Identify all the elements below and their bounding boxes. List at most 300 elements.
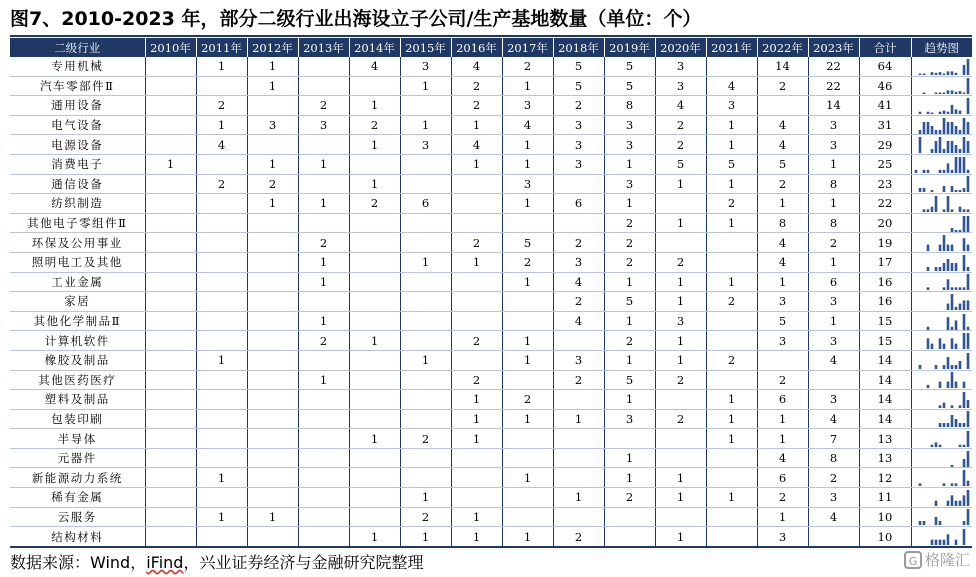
- year-value-cell: 2: [451, 233, 502, 253]
- year-value-cell: 2: [553, 370, 604, 390]
- year-value-cell: 4: [808, 350, 859, 370]
- year-value-cell: 8: [808, 174, 859, 194]
- year-value-cell: [298, 429, 349, 449]
- trend-sparkline: [911, 370, 972, 390]
- sparkline-bar: [966, 300, 969, 310]
- year-value-cell: [349, 76, 400, 96]
- year-value-cell: [706, 331, 757, 351]
- sparkline-bar: [942, 263, 945, 271]
- year-value-cell: [145, 390, 196, 410]
- year-value-cell: [553, 213, 604, 233]
- trend-sparkline: [911, 213, 972, 233]
- year-value-cell: 1: [247, 154, 298, 174]
- year-value-cell: 1: [604, 468, 655, 488]
- year-value-cell: 22: [808, 57, 859, 76]
- year-value-cell: 1: [655, 331, 706, 351]
- sparkline-bar: [946, 259, 949, 271]
- year-value-cell: 1: [298, 311, 349, 331]
- year-value-cell: [298, 488, 349, 508]
- year-value-cell: 1: [604, 448, 655, 468]
- sparkline-bar: [966, 326, 969, 329]
- sparkline-bar: [966, 411, 969, 427]
- sparkline-svg: [914, 528, 970, 545]
- table-row: [10, 507, 972, 527]
- sparkline-svg: [914, 234, 970, 251]
- year-value-cell: 2: [706, 292, 757, 312]
- sparkline-bar: [950, 495, 953, 506]
- year-value-cell: [451, 311, 502, 331]
- sparkline-bar: [918, 188, 921, 192]
- year-value-cell: [655, 194, 706, 214]
- year-value-cell: [196, 154, 247, 174]
- sparkline-bar: [954, 307, 957, 310]
- table-row: [10, 233, 972, 253]
- sparkline-bar: [966, 267, 969, 271]
- year-value-cell: [196, 370, 247, 390]
- year-value-cell: [349, 233, 400, 253]
- year-value-cell: 1: [400, 350, 451, 370]
- industry-name: 包装印刷: [10, 409, 145, 429]
- year-value-cell: 1: [502, 527, 553, 547]
- sparkline-bar: [942, 288, 945, 291]
- sparkline-bar: [942, 403, 945, 408]
- year-value-cell: 2: [808, 468, 859, 488]
- year-value-cell: [349, 311, 400, 331]
- year-value-cell: [451, 468, 502, 488]
- year-value-cell: 1: [655, 174, 706, 194]
- year-value-cell: 1: [145, 154, 196, 174]
- year-value-cell: 2: [400, 507, 451, 527]
- year-value-cell: [247, 468, 298, 488]
- sparkline-bar: [946, 71, 949, 75]
- year-value-cell: 1: [706, 488, 757, 508]
- year-value-cell: 2: [706, 350, 757, 370]
- sparkline-bar: [962, 470, 965, 486]
- sparkline-bar: [946, 423, 949, 427]
- year-value-cell: [400, 448, 451, 468]
- year-value-cell: [349, 213, 400, 233]
- year-value-cell: [349, 350, 400, 370]
- year-value-cell: [451, 174, 502, 194]
- year-value-cell: 1: [298, 370, 349, 390]
- year-value-cell: 1: [655, 292, 706, 312]
- year-value-cell: [706, 370, 757, 390]
- year-value-cell: [145, 57, 196, 76]
- year-value-cell: 1: [706, 272, 757, 292]
- year-value-cell: 3: [808, 115, 859, 135]
- sparkline-bar: [966, 353, 969, 369]
- sparkline-bar: [918, 112, 921, 114]
- year-value-cell: [247, 96, 298, 116]
- sparkline-bar: [922, 521, 925, 525]
- sparkline-bar: [950, 263, 953, 271]
- year-value-cell: 1: [553, 488, 604, 508]
- year-value-cell: 1: [196, 115, 247, 135]
- header-cell: 2021年: [706, 38, 757, 57]
- sparkline-bar: [942, 149, 945, 153]
- year-value-cell: 2: [706, 194, 757, 214]
- sparkline-bar: [946, 534, 949, 545]
- year-value-cell: [145, 370, 196, 390]
- year-value-cell: [502, 429, 553, 449]
- sparkline-bar: [930, 540, 933, 545]
- sparkline-bar: [942, 186, 945, 192]
- sparkline-bar: [958, 288, 961, 291]
- industry-name: 通用设备: [10, 96, 145, 116]
- sparkline-bar: [942, 170, 945, 173]
- industry-name: 家居: [10, 292, 145, 312]
- year-value-cell: 5: [502, 233, 553, 253]
- year-value-cell: [247, 390, 298, 410]
- year-value-cell: 2: [502, 252, 553, 272]
- year-value-cell: 2: [298, 233, 349, 253]
- sparkline-bar: [954, 230, 957, 232]
- year-value-cell: [298, 292, 349, 312]
- sparkline-bar: [950, 209, 953, 212]
- industry-name: 元器件: [10, 448, 145, 468]
- year-value-cell: 3: [553, 135, 604, 155]
- year-value-cell: 3: [553, 115, 604, 135]
- year-value-cell: [145, 272, 196, 292]
- sparkline-bar: [962, 392, 965, 408]
- year-value-cell: 1: [247, 507, 298, 527]
- year-value-cell: [349, 154, 400, 174]
- year-value-cell: [247, 350, 298, 370]
- sparkline-bar: [934, 540, 937, 545]
- year-value-cell: 2: [553, 292, 604, 312]
- sparkline-bar: [922, 73, 925, 75]
- year-value-cell: 3: [604, 115, 655, 135]
- year-value-cell: 5: [553, 76, 604, 96]
- year-value-cell: [349, 448, 400, 468]
- year-value-cell: 1: [451, 507, 502, 527]
- header-cell: 2012年: [247, 38, 298, 57]
- year-value-cell: 1: [502, 135, 553, 155]
- year-value-cell: [247, 331, 298, 351]
- trend-sparkline: [911, 311, 972, 331]
- sparkline-bar: [954, 92, 957, 94]
- sparkline-bar: [962, 93, 965, 95]
- year-value-cell: [553, 448, 604, 468]
- year-value-cell: 1: [451, 115, 502, 135]
- year-value-cell: 1: [502, 468, 553, 488]
- table-row: [10, 527, 972, 547]
- trend-sparkline: [911, 135, 972, 155]
- header-cell: 2016年: [451, 38, 502, 57]
- sparkline-bar: [938, 445, 941, 447]
- trend-sparkline: [911, 252, 972, 272]
- sparkline-svg: [914, 352, 970, 369]
- sparkline-bar: [938, 405, 941, 408]
- sparkline-bar: [954, 145, 957, 153]
- year-value-cell: [145, 507, 196, 527]
- year-value-cell: 1: [400, 115, 451, 135]
- year-value-cell: 3: [400, 57, 451, 76]
- year-value-cell: 2: [757, 76, 808, 96]
- sparkline-bar: [918, 484, 921, 487]
- year-value-cell: 1: [757, 507, 808, 527]
- year-value-cell: 2: [349, 194, 400, 214]
- year-value-cell: [298, 409, 349, 429]
- sparkline-bar: [954, 263, 957, 271]
- sparkline-bar: [966, 170, 969, 173]
- year-value-cell: 3: [655, 311, 706, 331]
- table-row: [10, 409, 972, 429]
- table-row: [10, 154, 972, 174]
- sparkline-bar: [958, 190, 961, 192]
- sparkline-bar: [958, 230, 961, 232]
- year-value-cell: 7: [808, 429, 859, 449]
- year-value-cell: 1: [451, 252, 502, 272]
- sparkline-bar: [950, 372, 953, 388]
- year-value-cell: 2: [298, 96, 349, 116]
- year-value-cell: 1: [502, 194, 553, 214]
- sparkline-bar: [942, 209, 945, 212]
- year-value-cell: [247, 448, 298, 468]
- sparkline-bar: [938, 382, 941, 388]
- year-value-cell: [247, 252, 298, 272]
- sparkline-bar: [950, 365, 953, 369]
- sparkline-bar: [962, 529, 965, 545]
- header-cell: 合计: [859, 38, 911, 57]
- year-value-cell: 1: [604, 390, 655, 410]
- sparkline-bar: [938, 72, 941, 75]
- sparkline-bar: [938, 521, 941, 525]
- sparkline-bar: [942, 93, 945, 95]
- sparkline-bar: [962, 209, 965, 212]
- year-value-cell: 6: [553, 194, 604, 214]
- sparkline-bar: [934, 365, 937, 369]
- year-value-cell: [298, 174, 349, 194]
- sparkline-bar: [954, 288, 957, 291]
- table-row: [10, 488, 972, 508]
- sparkline-bar: [954, 484, 957, 487]
- year-value-cell: 1: [400, 527, 451, 547]
- sparkline-bar: [966, 176, 969, 192]
- industry-name: 电气设备: [10, 115, 145, 135]
- year-value-cell: [196, 76, 247, 96]
- sparkline-svg: [914, 371, 970, 388]
- sparkline-bar: [950, 245, 953, 251]
- year-value-cell: 4: [808, 507, 859, 527]
- sparkline-bar: [958, 111, 961, 114]
- industry-name: 其他化学制品Ⅱ: [10, 311, 145, 331]
- year-value-cell: 2: [298, 331, 349, 351]
- sparkline-svg: [914, 175, 970, 192]
- year-value-cell: 2: [604, 252, 655, 272]
- year-value-cell: 2: [502, 57, 553, 76]
- total-cell: 31: [859, 115, 911, 135]
- sparkline-bar: [954, 382, 957, 388]
- year-value-cell: 1: [196, 468, 247, 488]
- total-cell: 14: [859, 390, 911, 410]
- sparkline-bar: [962, 300, 965, 310]
- table-row: [10, 57, 972, 76]
- sparkline-bar: [962, 65, 965, 75]
- sparkline-bar: [926, 170, 929, 173]
- industry-name: 其他医药医疗: [10, 370, 145, 390]
- sparkline-bar: [966, 490, 969, 506]
- year-value-cell: 2: [757, 488, 808, 508]
- year-value-cell: 14: [757, 57, 808, 76]
- sparkline-bar: [930, 72, 933, 75]
- sparkline-svg: [914, 195, 970, 212]
- total-cell: 14: [859, 409, 911, 429]
- year-value-cell: 4: [553, 272, 604, 292]
- sparkline-bar: [950, 326, 953, 329]
- year-value-cell: [400, 409, 451, 429]
- sparkline-bar: [950, 186, 953, 192]
- year-value-cell: [706, 448, 757, 468]
- year-value-cell: [655, 507, 706, 527]
- sparkline-bar: [930, 112, 933, 114]
- year-value-cell: [145, 409, 196, 429]
- table-row: [10, 331, 972, 351]
- sparkline-bar: [946, 357, 949, 369]
- year-value-cell: [247, 311, 298, 331]
- sparkline-bar: [954, 501, 957, 506]
- sparkline-bar: [926, 209, 929, 212]
- year-value-cell: 5: [655, 154, 706, 174]
- table-row: [10, 174, 972, 194]
- year-value-cell: [145, 174, 196, 194]
- total-cell: 19: [859, 233, 911, 253]
- sparkline-bar: [962, 521, 965, 525]
- sparkline-svg: [914, 391, 970, 408]
- year-value-cell: 1: [247, 57, 298, 76]
- year-value-cell: [400, 370, 451, 390]
- sparkline-bar: [946, 501, 949, 506]
- year-value-cell: 2: [655, 409, 706, 429]
- sparkline-bar: [926, 288, 929, 291]
- year-value-cell: [196, 448, 247, 468]
- year-value-cell: 3: [604, 135, 655, 155]
- header-cell: 2014年: [349, 38, 400, 57]
- year-value-cell: 1: [706, 135, 757, 155]
- year-value-cell: [145, 135, 196, 155]
- sparkline-bar: [962, 288, 965, 291]
- year-value-cell: 1: [757, 272, 808, 292]
- year-value-cell: 1: [400, 76, 451, 96]
- year-value-cell: 4: [655, 96, 706, 116]
- table-row: [10, 135, 972, 155]
- trend-sparkline: [911, 76, 972, 96]
- year-value-cell: [196, 409, 247, 429]
- sparkline-bar: [946, 245, 949, 251]
- year-value-cell: 1: [451, 527, 502, 547]
- sparkline-bar: [930, 190, 933, 192]
- sparkline-svg: [914, 117, 970, 134]
- sparkline-bar: [954, 419, 957, 427]
- sparkline-bar: [950, 484, 953, 487]
- year-value-cell: [400, 390, 451, 410]
- year-value-cell: 14: [808, 96, 859, 116]
- sparkline-bar: [950, 91, 953, 95]
- year-value-cell: 8: [604, 96, 655, 116]
- sparkline-bar: [942, 235, 945, 251]
- year-value-cell: [502, 370, 553, 390]
- year-value-cell: [400, 174, 451, 194]
- sparkline-bar: [950, 170, 953, 173]
- year-value-cell: 1: [604, 350, 655, 370]
- sparkline-bar: [934, 196, 937, 212]
- industry-name: 半导体: [10, 429, 145, 449]
- year-value-cell: [400, 96, 451, 116]
- sparkline-bar: [918, 130, 921, 134]
- industry-name: 其他电子零组件Ⅱ: [10, 213, 145, 233]
- year-value-cell: 1: [502, 76, 553, 96]
- trend-sparkline: [911, 429, 972, 449]
- year-value-cell: [451, 194, 502, 214]
- year-value-cell: 3: [502, 96, 553, 116]
- year-value-cell: [196, 213, 247, 233]
- header-cell: 2020年: [655, 38, 706, 57]
- year-value-cell: [757, 96, 808, 116]
- year-value-cell: 1: [502, 409, 553, 429]
- sparkline-bar: [966, 209, 969, 212]
- year-value-cell: [247, 429, 298, 449]
- source-suffix: ，兴业证券经济与金融研究院整理: [183, 553, 424, 572]
- header-cell: 二级行业: [10, 38, 145, 57]
- year-value-cell: [451, 448, 502, 468]
- year-value-cell: [145, 115, 196, 135]
- year-value-cell: [502, 292, 553, 312]
- sparkline-svg: [914, 313, 970, 330]
- table-row: [10, 76, 972, 96]
- sparkline-bar: [938, 267, 941, 271]
- year-value-cell: 2: [655, 252, 706, 272]
- year-value-cell: [655, 429, 706, 449]
- year-value-cell: [400, 272, 451, 292]
- year-value-cell: 5: [604, 292, 655, 312]
- year-value-cell: [196, 488, 247, 508]
- year-value-cell: [247, 213, 298, 233]
- table-row: [10, 213, 972, 233]
- year-value-cell: [502, 488, 553, 508]
- year-value-cell: 2: [451, 370, 502, 390]
- sparkline-bar: [946, 382, 949, 388]
- year-value-cell: 1: [349, 135, 400, 155]
- year-value-cell: [145, 233, 196, 253]
- table-row: [10, 252, 972, 272]
- sparkline-svg: [914, 469, 970, 486]
- sparkline-bar: [958, 405, 961, 408]
- year-value-cell: [298, 390, 349, 410]
- total-cell: 17: [859, 252, 911, 272]
- year-value-cell: [145, 311, 196, 331]
- year-value-cell: 1: [451, 390, 502, 410]
- year-value-cell: 3: [553, 252, 604, 272]
- year-value-cell: 1: [298, 272, 349, 292]
- sparkline-bar: [950, 71, 953, 75]
- trend-sparkline: [911, 292, 972, 312]
- year-value-cell: 1: [808, 194, 859, 214]
- year-value-cell: [553, 429, 604, 449]
- sparkline-bar: [926, 338, 929, 349]
- sparkline-bar: [926, 112, 929, 114]
- year-value-cell: [349, 488, 400, 508]
- year-value-cell: 4: [451, 57, 502, 76]
- sparkline-svg: [914, 136, 970, 153]
- sparkline-svg: [914, 430, 970, 447]
- sparkline-bar: [934, 517, 937, 525]
- year-value-cell: 1: [349, 429, 400, 449]
- year-value-cell: 1: [808, 252, 859, 272]
- year-value-cell: [247, 488, 298, 508]
- sparkline-bar: [918, 365, 921, 369]
- sparkline-bar: [938, 423, 941, 427]
- year-value-cell: [502, 448, 553, 468]
